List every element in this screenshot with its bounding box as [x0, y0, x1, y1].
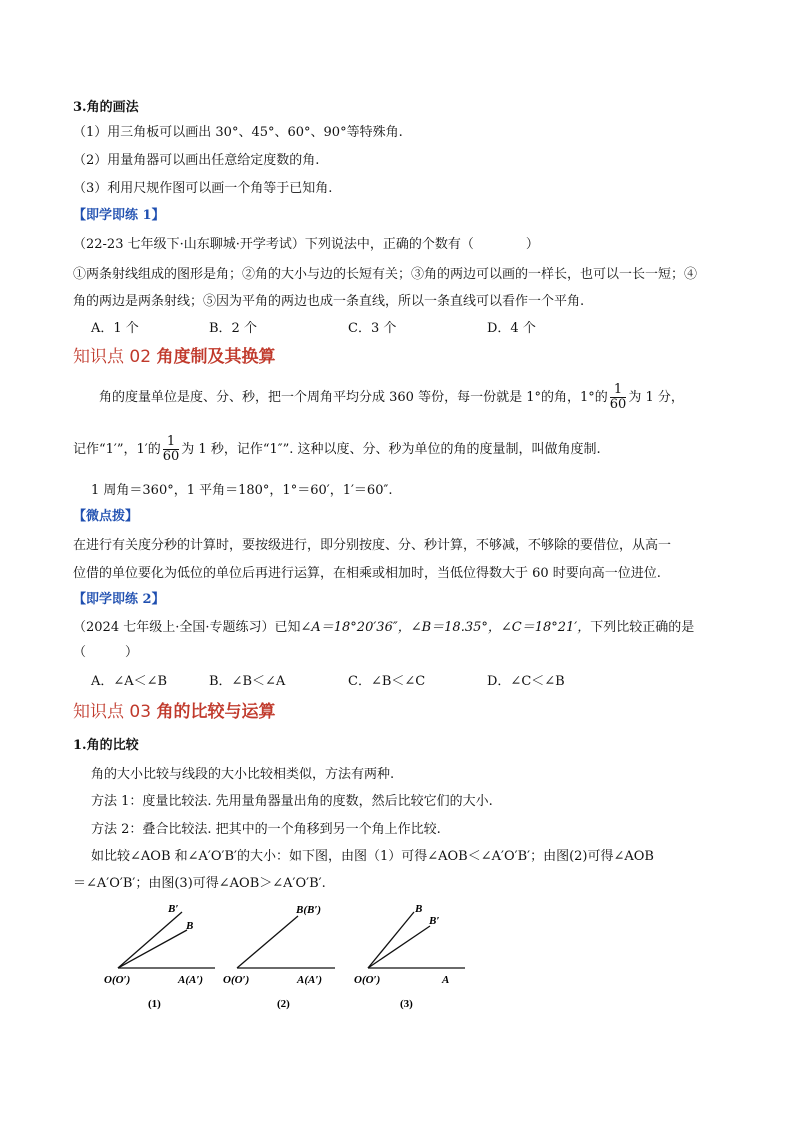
text-line: 方法 1：度量比较法. 先用量角器量出角的度数，然后比较它们的大小.	[91, 794, 493, 809]
knowledge-point-number: 知识点 02	[73, 347, 152, 367]
figure-caption: (2)	[277, 998, 290, 1010]
practice-tag: 【即学即练 2】	[73, 592, 165, 607]
label-b: B	[186, 920, 194, 932]
fraction	[163, 435, 180, 464]
knowledge-point-heading	[73, 346, 275, 368]
option-a: A．∠A＜∠B	[91, 674, 168, 689]
text-line	[99, 383, 684, 412]
text-line: （2）用量角器可以画出任意给定度数的角.	[73, 153, 320, 168]
fraction-numerator: 1	[610, 383, 627, 398]
angle-a-value: ∠A＝18°20′36″，	[300, 620, 411, 635]
ray-ob	[237, 916, 298, 968]
figure-2	[223, 904, 335, 1010]
practice-tag: 【即学即练 1】	[73, 208, 165, 223]
text-line: （3）利用尺规作图可以画一个角等于已知角.	[73, 181, 333, 196]
question-body: ①两条射线组成的图形是角；②角的大小与边的长短有关；③角的两边可以画的一样长，也可以一长一短；④	[73, 267, 698, 282]
option-d: D．∠C＜∠B	[487, 674, 565, 689]
label-b: B(B′)	[296, 904, 322, 916]
label-b-prime: B′	[168, 903, 179, 915]
label-origin: O(O′)	[104, 974, 131, 986]
text-line: ＝∠A′O′B′；由图(3)可得∠AOB＞∠A′O′B′.	[73, 876, 326, 891]
figure-caption: (3)	[400, 998, 413, 1010]
text-line: 角的大小比较与线段的大小比较相类似，方法有两种.	[91, 767, 395, 782]
text-line: 1 周角＝360°，1 平角＝180°，1°＝60′，1′＝60″.	[91, 483, 393, 498]
option-d: D．4 个	[487, 321, 536, 336]
ray-ob-prime	[368, 926, 430, 968]
option-c: C．3 个	[348, 321, 397, 336]
fraction-numerator: 1	[163, 435, 180, 450]
section-heading: 1.角的比较	[73, 738, 139, 753]
angle-comparison-figure	[100, 898, 470, 1018]
knowledge-point-title: 角的比较与运算	[156, 702, 276, 722]
knowledge-point-number: 知识点 03	[73, 702, 152, 722]
option-b: B．∠B＜∠A	[209, 674, 286, 689]
label-origin: O(O′)	[354, 974, 381, 986]
figure-1	[104, 903, 215, 1010]
text-segment: 下列比较正确的是	[590, 620, 695, 635]
text-line: （1）用三角板可以画出 30°、45°、60°、90°等特殊角.	[73, 125, 403, 140]
tip-tag: 【微点拨】	[73, 509, 139, 524]
fraction	[610, 383, 627, 412]
text-line: 方法 2：叠合比较法. 把其中的一个角移到另一个角上作比较.	[91, 822, 441, 837]
fraction-denominator: 60	[609, 397, 627, 412]
angle-b-value: ∠B＝18.35°，	[410, 620, 501, 635]
figure-3	[354, 903, 465, 1010]
label-a: A	[442, 974, 450, 986]
question-body: 角的两边是两条射线；⑤因为平角的两边也成一条直线，所以一条直线可以看作一个平角.	[73, 294, 585, 309]
label-a: A(A′)	[297, 974, 323, 986]
ray-ob	[118, 930, 187, 968]
knowledge-point-heading	[73, 701, 275, 723]
label-b: B	[415, 903, 423, 915]
angle-c-value: ∠C＝18°21′，	[500, 620, 591, 635]
text-segment: 为 1 分，	[628, 390, 684, 405]
text-segment: 角的度量单位是度、分、秒，把一个周角平均分成 360 等份，每一份就是 1°的角，1°的	[99, 390, 608, 405]
answer-paren: （ ）	[73, 645, 139, 660]
text-line: 在进行有关度分秒的计算时，要按级进行，即分别按度、分、秒计算，不够减，不够除的要借位，从高一	[73, 538, 672, 553]
option-a: A．1 个	[91, 321, 139, 336]
question-text: （22-23 七年级下·山东聊城·开学考试）下列说法中，正确的个数有（ ）	[73, 237, 539, 252]
option-c: C．∠B＜∠C	[348, 674, 426, 689]
ray-ob	[368, 912, 414, 968]
text-line: 如比较∠AOB 和∠A′O′B′的大小：如下图，由图（1）可得∠AOB＜∠A′O′B′；由图(2)可得∠AOB	[91, 849, 654, 864]
text-segment: 记作“1′”，1′的	[73, 442, 161, 457]
figure-caption: (1)	[148, 998, 161, 1010]
label-origin: O(O′)	[223, 974, 250, 986]
section-heading: 3.角的画法	[73, 100, 139, 115]
label-b-prime: B′	[429, 915, 440, 927]
knowledge-point-title: 角度制及其换算	[156, 347, 276, 367]
text-segment: 为 1 秒，记作“1″”. 这种以度、分、秒为单位的角的度量制，叫做角度制.	[181, 442, 601, 457]
label-a: A(A′)	[178, 974, 204, 986]
text-line: 位借的单位要化为低位的单位后再进行运算，在相乘或相加时，当低位得数大于 60 时要向高一位进位.	[73, 566, 661, 581]
question-text	[73, 619, 694, 637]
option-b: B．2 个	[209, 321, 257, 336]
ray-ob-prime	[118, 912, 182, 968]
fraction-denominator: 60	[162, 449, 180, 464]
text-line	[73, 435, 601, 464]
text-segment: （2024 七年级上·全国·专题练习）已知	[73, 620, 301, 635]
